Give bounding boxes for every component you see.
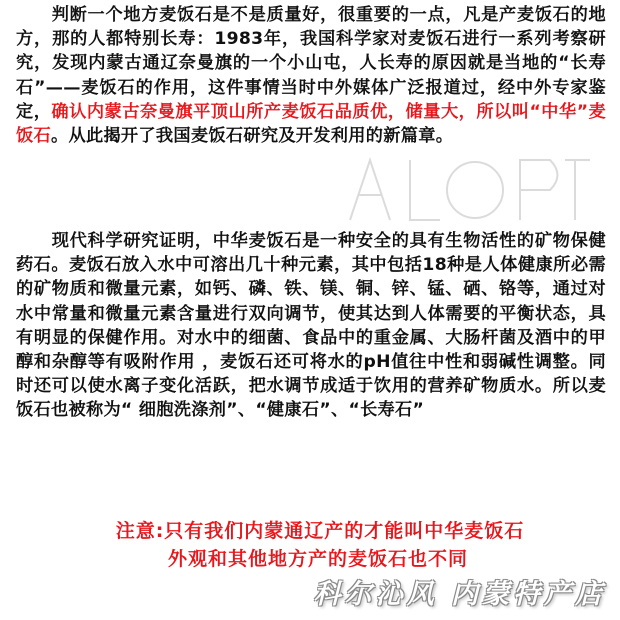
faint-stamp-watermark: [340, 150, 600, 240]
notice-line-2: 外观和其他地方产的麦饭石也不同: [167, 548, 468, 570]
shop-name-signature: 科尔沁风 内蒙特产店: [313, 579, 606, 610]
paragraph-indent: [16, 231, 52, 251]
intro-paragraph: [16, 3, 606, 148]
paragraph-indent: [16, 5, 52, 25]
intro-text: 判断一个地方麦饭石是不是质量好，很重要的一点，凡是产麦饭石的地方，那的人都特别长寿：1983年，我国科学家对麦饭石进行一系列考察研究，发现内蒙古通辽奈曼旗的一个小山屯，人长寿的原因就是当地的“长寿石”——麦饭石的作用，这件事情当时中外媒体广泛报道过，经中外专家鉴定，: [16, 5, 606, 122]
highlighted-claim-text: 确认内蒙古奈曼旗平顶山所产麦饭石品质优，储量大，所以叫“中华”麦饭石: [16, 101, 606, 147]
intro-text-end: 。从此揭开了我国麦饭石研究及开发利用的新篇章。: [50, 126, 454, 147]
notice-line-1: 注意:只有我们内蒙通辽产的才能叫中华麦饭石: [115, 520, 525, 542]
science-text: 现代科学研究证明，中华麦饭石是一种安全的具有生物活性的矿物保健药石。麦饭石放入水中可溶出几十种元素，其中包括18种是人体健康所必需的矿物质和微量元素，如钙、磷、铁、镁、铜、锌、锰、硒、铬等，通过对水中常量和微量元素含量进行双向调节，使其达到人体需要的平衡状态，具有明显的保健作用。对水中的细菌、食品中的重金属、大肠杆菌及酒中的甲醇和杂醇等有吸附作用 ，麦饭石还可将水的pH值往中性和弱碱性调整。同时还可以使水离子变化活跃，把水调节成适于饮用的营养矿物质水。所以麦饭石也被称为“ 细胞洗涤剂”、“健康石”、“长寿石”: [16, 231, 606, 421]
science-paragraph: [16, 229, 606, 423]
